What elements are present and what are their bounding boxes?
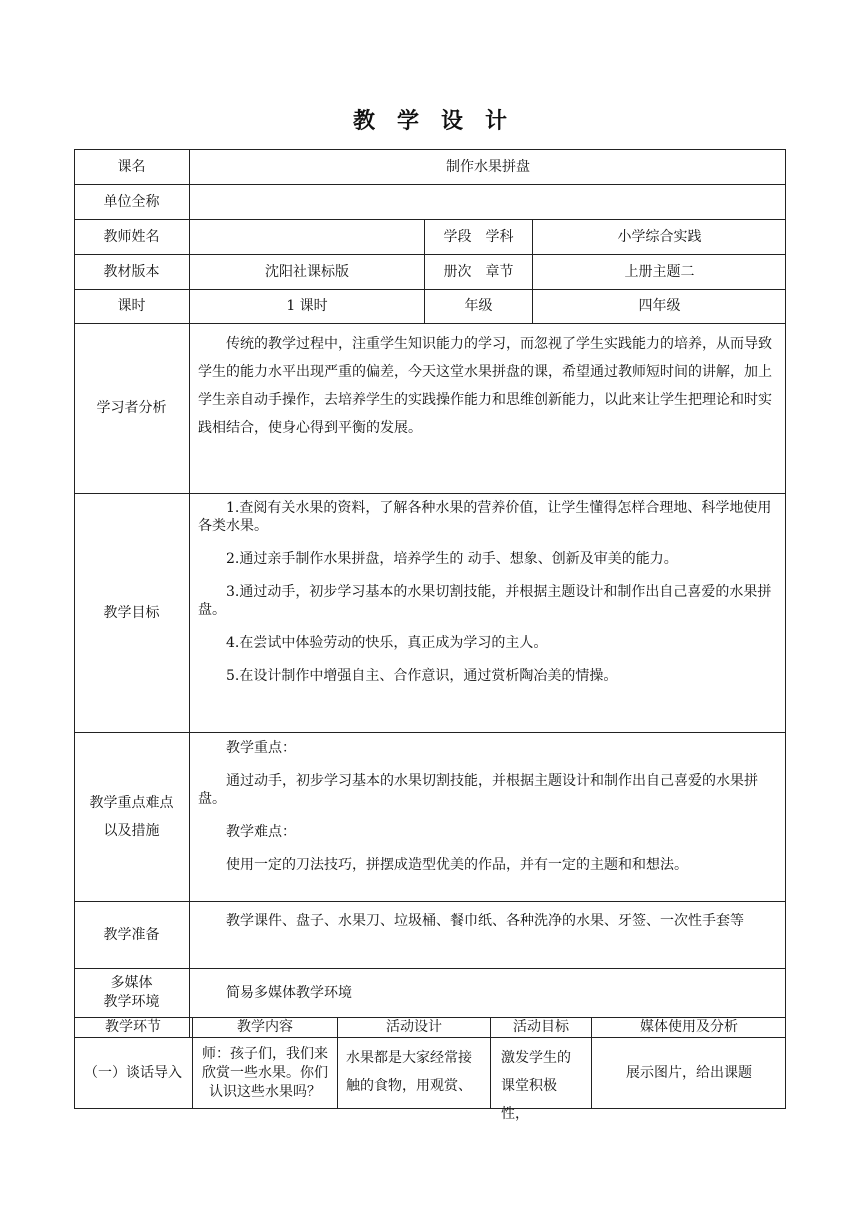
teacher-value [190, 219, 424, 254]
preparation-text: 教学课件、盘子、水果刀、垃圾桶、餐巾纸、各种洗净的水果、牙签、一次性手套等 [226, 913, 744, 929]
hours-value: 1 课时 [286, 298, 328, 314]
process-header-media: 媒体使用及分析 [640, 1019, 738, 1035]
lesson-plan-table [74, 149, 786, 1122]
grade-label: 年级 [464, 298, 493, 314]
edition-label: 教材版本 [103, 263, 160, 280]
document-title: 教学设计 [352, 109, 529, 134]
learner-analysis-text: 传统的教学过程中，注重学生知识能力的学习，而忽视了学生实践能力的培养，从而导致学生的能力水平出现严重的偏差，今天这堂水果拼盘的课，希望通过教师短时间的讲解，加上学生亲自动手操作，去培养学生的实践操作能力和思维创新能力，以此来让学生把理论和时实践相结合，使身心得到平衡的发展。 [198, 336, 772, 436]
media-env-label-line1: 多媒体 [110, 974, 153, 991]
border-bottom [74, 1108, 786, 1109]
learner-analysis-label: 学习者分析 [96, 400, 167, 416]
goal-item: 4.在尝试中体验劳动的快乐，真正成为学习的主人。 [226, 635, 548, 651]
preparation-label: 教学准备 [103, 926, 160, 943]
goal-item: 1.查阅有关水果的资料，了解各种水果的营养价值，让学生懂得怎样合理地、科学地使用各类水果。 [198, 500, 772, 534]
unit-label: 单位全称 [103, 193, 160, 210]
difficulty-text: 使用一定的刀法技巧，拼摆成造型优美的作品，并有一定的主题和和想法。 [226, 857, 688, 873]
process-header-stage: 教学环节 [105, 1019, 161, 1035]
learner-analysis-cell [190, 323, 786, 493]
keypoints-cell [190, 732, 786, 901]
goal-item: 5.在设计制作中增强自主、合作意识，通过赏析陶冶美的情操。 [226, 668, 618, 684]
media-env-label [74, 968, 189, 1017]
preparation-cell [190, 901, 786, 968]
focus-label: 教学重点： [226, 740, 296, 756]
teaching-goals-label: 教学目标 [103, 604, 160, 621]
difficulty-label: 教学难点： [226, 824, 296, 840]
course-name-label: 课名 [117, 158, 146, 175]
keypoints-label [74, 732, 189, 901]
volume-label: 册次 章节 [443, 263, 514, 280]
goal-item: 3.通过动手，初步学习基本的水果切割技能，并根据主题设计和制作出自己喜爱的水果拼盘。 [198, 584, 772, 618]
process-activity-cell: 水果都是大家经常接触的食物，用观赏、 [346, 1050, 472, 1094]
process-header-activity: 活动设计 [386, 1019, 442, 1035]
edition-value: 沈阳社课标版 [265, 263, 349, 280]
process-header-content: 教学内容 [237, 1019, 293, 1035]
keypoints-label-line1: 教学重点难点 [89, 794, 174, 811]
process-header-goal: 活动目标 [513, 1019, 569, 1035]
focus-text: 通过动手，初步学习基本的水果切割技能，并根据主题设计和制作出自己喜爱的水果拼盘。 [198, 773, 758, 807]
grade-value: 四年级 [638, 298, 681, 314]
media-env-text: 简易多媒体教学环境 [226, 984, 352, 1001]
process-content-cell: 师：孩子们，我们来欣赏一些水果。你们认识这些水果吗？ [202, 1045, 328, 1100]
stage-subject-label: 学段 学科 [443, 228, 514, 245]
teacher-label: 教师姓名 [103, 228, 160, 245]
keypoints-label-line2: 以及措施 [103, 822, 160, 839]
media-env-label-line2: 教学环境 [103, 993, 160, 1010]
media-env-cell [190, 968, 786, 1017]
process-goal-cell: 激发学生的课堂积极性， [501, 1050, 571, 1122]
hours-label: 课时 [117, 298, 146, 314]
process-stage-cell: （一）谈话导入 [84, 1065, 182, 1081]
volume-value: 上册主题二 [624, 263, 695, 280]
course-name-value: 制作水果拼盘 [446, 158, 530, 175]
stage-subject-value: 小学综合实践 [617, 228, 702, 245]
teaching-goals-cell [190, 493, 786, 732]
unit-value [190, 184, 786, 219]
goal-item: 2.通过亲手制作水果拼盘，培养学生的 动手、想象、创新及审美的能力。 [226, 551, 678, 567]
process-media-cell: 展示图片，给出课题 [626, 1065, 752, 1081]
